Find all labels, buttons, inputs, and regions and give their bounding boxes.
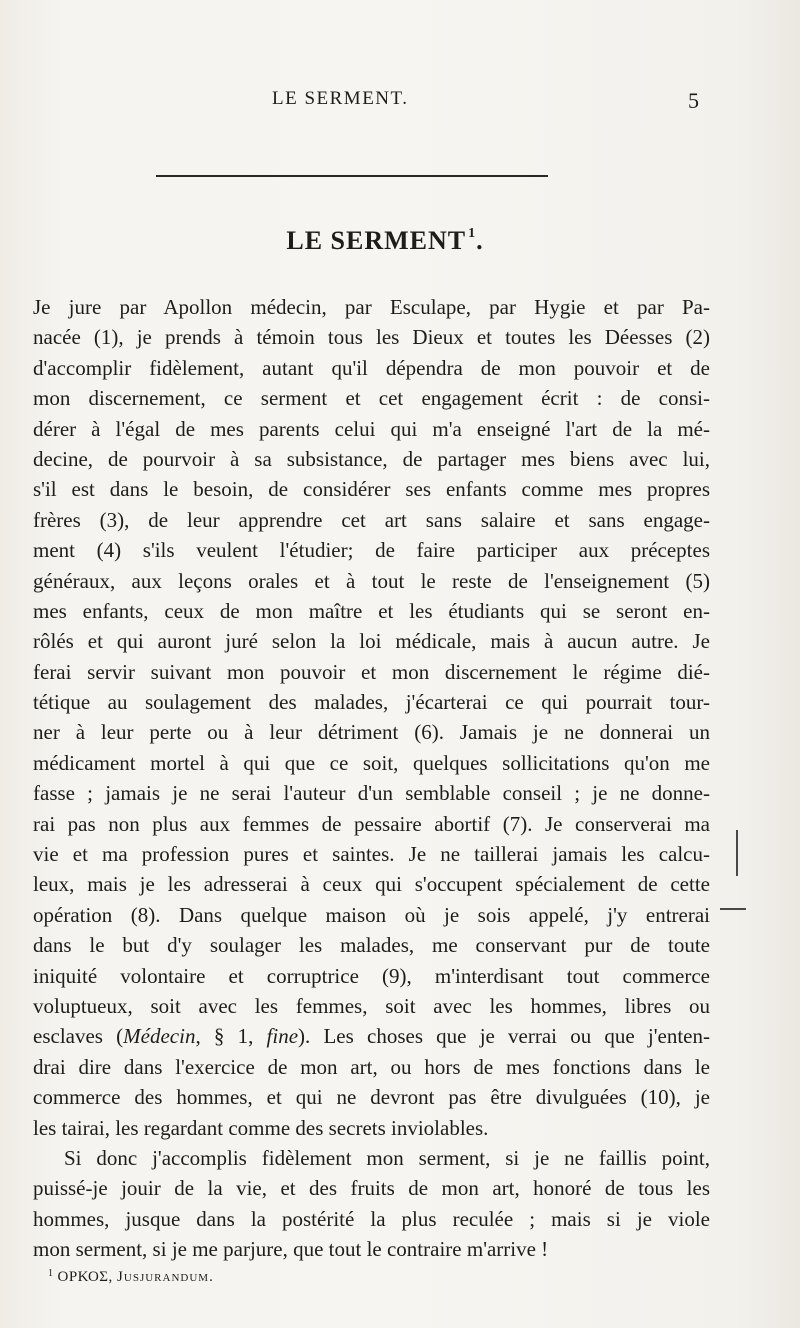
- text-line: rôlés et qui auront juré selon la loi médicale, mais à aucun autre. Je: [33, 629, 710, 654]
- text-line: puissé-je jouir de la vie, et des fruits de mon art, honoré de tous les: [33, 1176, 710, 1201]
- text-line: mon serment, si je me parjure, que tout le contraire m'arrive !: [33, 1237, 549, 1262]
- text-line: esclaves (Médecin, § 1, fine). Les choses que je verrai ou que j'enten-: [33, 1024, 710, 1049]
- text-line: Je jure par Apollon médecin, par Esculape, par Hygie et par Pa-: [33, 295, 710, 319]
- text-line: d'accomplir fidèlement, autant qu'il dépendra de mon pouvoir et de: [33, 355, 710, 380]
- footnote-greek: ΟΡΚΟΣ,: [57, 1269, 113, 1285]
- paragraph: [33, 292, 710, 1143]
- text-line: ment (4) s'ils veulent l'étudier; de faire participer aux préceptes: [33, 538, 710, 563]
- chapter-title: [0, 226, 730, 256]
- chapter-title-text: LE SERMENT: [286, 226, 467, 255]
- footnote-mark: 1: [48, 1268, 54, 1279]
- text-line: les tairai, les regardant comme des secrets inviolables.: [33, 1115, 489, 1140]
- text-line: opération (8). Dans quelque maison où je sois appelé, j'y entrerai: [33, 902, 710, 927]
- text-line: frères (3), de leur apprendre cet art sans salaire et sans engage-: [33, 507, 710, 532]
- page-number: 5: [688, 88, 699, 113]
- text-line: médicament mortel à qui que ce soit, quelques sollicitations qu'on me: [33, 750, 710, 775]
- text-line: Si donc j'accomplis fidèlement mon serment, si je ne faillis point,: [64, 1145, 710, 1170]
- paragraph: [33, 1143, 710, 1265]
- text-line: fasse ; jamais je ne serai l'auteur d'un semblable conseil ; je ne donne-: [33, 781, 710, 806]
- text-line: rai pas non plus aux femmes de pessaire abortif (7). Je conserverai ma: [33, 811, 710, 836]
- text-line: ner à leur perte ou à leur détriment (6). Jamais je ne donnerai un: [33, 720, 710, 745]
- margin-mark: [736, 830, 738, 876]
- footnote-latin: Jusjurandum.: [117, 1269, 214, 1285]
- text-line: iniquité volontaire et corruptrice (9), m'interdisant tout commerce: [33, 963, 710, 988]
- text-line: dérer à l'égal de mes parents celui qui m'a enseigné l'art de la mé-: [33, 416, 710, 441]
- running-head: [0, 88, 800, 116]
- text-line: hommes, jusque dans la postérité la plus reculée ; mais si je viole: [33, 1206, 710, 1231]
- text-line: tétique au soulagement des malades, j'écarterai ce qui pourrait tour-: [33, 690, 710, 715]
- text-line: commerce des hommes, et qui ne devront pas être divulguées (10), je: [33, 1085, 710, 1110]
- text-line: decine, de pourvoir à sa subsistance, de partager mes biens avec lui,: [33, 446, 710, 471]
- text-line: mes enfants, ceux de mon maître et les étudiants qui se seront en-: [33, 598, 710, 623]
- running-title: LE SERMENT.: [272, 88, 409, 109]
- text-line: voluptueux, soit avec les femmes, soit avec les hommes, libres ou: [33, 993, 710, 1018]
- text-line: ferai servir suivant mon pouvoir et mon discernement le régime dié-: [33, 659, 710, 684]
- oath-text: [33, 292, 710, 1265]
- text-line: vie et ma profession pures et saintes. Je ne taillerai jamais les calcu-: [33, 842, 710, 867]
- margin-mark: [720, 908, 746, 910]
- text-line: s'il est dans le besoin, de considérer ses enfants comme mes propres: [33, 477, 710, 502]
- text-line: nacée (1), je prends à témoin tous les Dieux et toutes les Déesses (2): [33, 325, 710, 350]
- footnote: [48, 1268, 214, 1286]
- text-line: généraux, aux leçons orales et à tout le reste de l'enseignement (5): [33, 568, 710, 593]
- header-rule: [156, 175, 548, 177]
- text-line: leux, mais je les adresserai à ceux qui s'occupent spécialement de cette: [33, 872, 710, 897]
- text-line: mon discernement, ce serment et cet engagement écrit : de consi-: [33, 386, 710, 411]
- text-line: drai dire dans l'exercice de mon art, ou hors de mes fonctions dans le: [33, 1054, 710, 1079]
- chapter-title-punct: .: [476, 226, 484, 255]
- text-line: dans le but d'y soulager les malades, me conservant pur de toute: [33, 933, 710, 958]
- footnote-reference: 1: [468, 226, 477, 241]
